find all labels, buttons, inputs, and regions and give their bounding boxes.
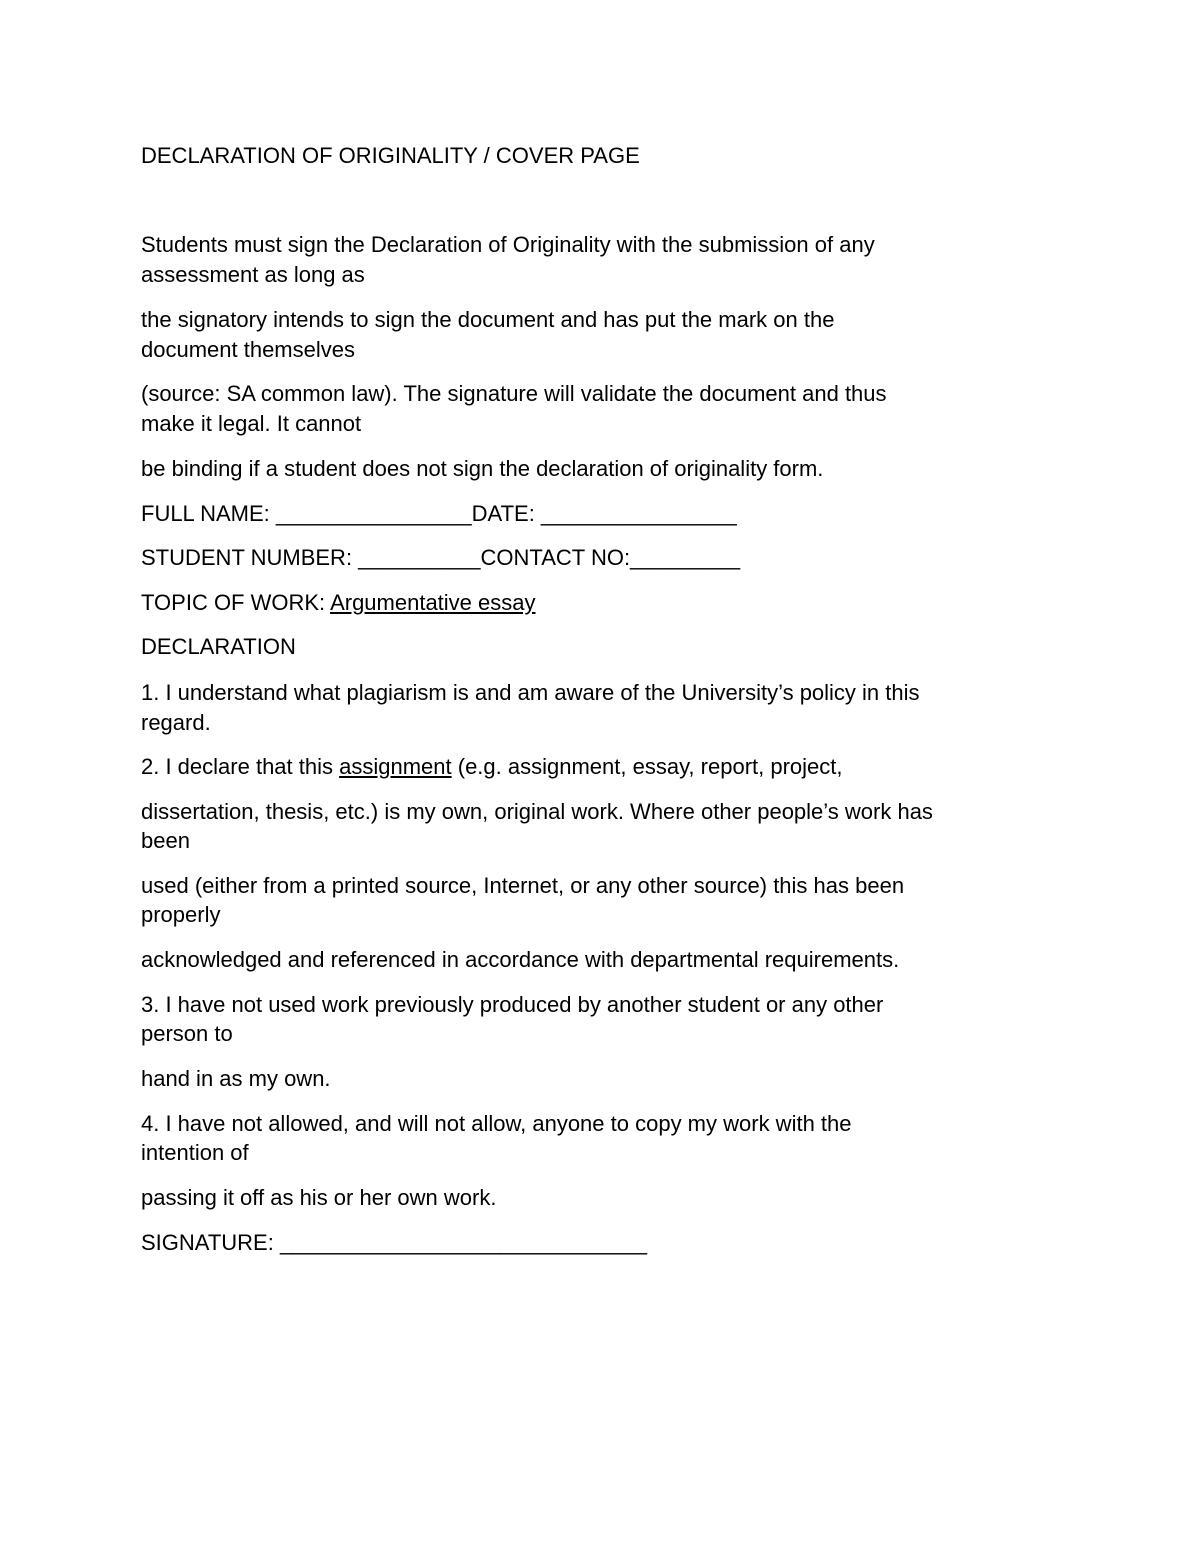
intro-paragraph-4: be binding if a student does not sign the declaration of originality form. — [141, 456, 824, 481]
intro-paragraph-1-line-2: assessment as long as — [141, 262, 365, 287]
student-number-contact-row — [141, 543, 740, 573]
declaration-item-4-line-1: 4. I have not allowed, and will not allow, anyone to copy my work with the — [141, 1111, 852, 1136]
declaration-item-3-line-2: person to — [141, 1021, 233, 1046]
intro-paragraph-3-line-2: make it legal. It cannot — [141, 411, 362, 436]
declaration-item-3-line-3: hand in as my own. — [141, 1066, 331, 1091]
item-2-underlined-word: assignment — [339, 754, 452, 779]
declaration-item-2-line-3: been — [141, 828, 190, 853]
declaration-item-2-line-2: dissertation, thesis, etc.) is my own, original work. Where other people’s work has — [141, 799, 933, 824]
declaration-item-1-line-1: 1. I understand what plagiarism is and am aware of the University’s policy in this — [141, 680, 920, 705]
declaration-item-2-line-5: properly — [141, 902, 221, 927]
document-page — [141, 0, 1081, 1553]
declaration-item-3-line-1: 3. I have not used work previously produced by another student or any other — [141, 992, 884, 1017]
topic-of-work-row — [141, 588, 536, 618]
date-field[interactable]: DATE: ________________ — [471, 501, 737, 526]
full-name-date-row — [141, 499, 737, 529]
declaration-item-4-line-3: passing it off as his or her own work. — [141, 1185, 497, 1210]
intro-paragraph-3-line-1: (source: SA common law). The signature will validate the document and thus — [141, 381, 887, 406]
declaration-item-1-line-2: regard. — [141, 710, 211, 735]
signature-field[interactable]: SIGNATURE: ______________________________ — [141, 1230, 647, 1255]
intro-paragraph-1-line-1: Students must sign the Declaration of Originality with the submission of any — [141, 232, 875, 257]
declaration-heading: DECLARATION — [141, 634, 296, 659]
item-2-suffix: (e.g. assignment, essay, report, project, — [451, 754, 843, 779]
declaration-item-2-line-4: used (either from a printed source, Internet, or any other source) this has been — [141, 873, 905, 898]
contact-number-field[interactable]: CONTACT NO:_________ — [480, 545, 741, 570]
topic-of-work-label: TOPIC OF WORK: — [141, 590, 331, 615]
topic-of-work-value: Argumentative essay — [330, 590, 536, 615]
document-title: DECLARATION OF ORIGINALITY / COVER PAGE — [141, 143, 640, 168]
declaration-item-2-line-1 — [141, 752, 843, 782]
declaration-item-2-line-6: acknowledged and referenced in accordance with departmental requirements. — [141, 947, 900, 972]
student-number-field[interactable]: STUDENT NUMBER: __________ — [141, 545, 481, 570]
full-name-field[interactable]: FULL NAME: ________________ — [141, 501, 472, 526]
item-2-prefix: 2. I declare that this — [141, 754, 340, 779]
intro-paragraph-2-line-1: the signatory intends to sign the document and has put the mark on the — [141, 307, 835, 332]
intro-paragraph-2-line-2: document themselves — [141, 337, 355, 362]
declaration-item-4-line-2: intention of — [141, 1140, 249, 1165]
